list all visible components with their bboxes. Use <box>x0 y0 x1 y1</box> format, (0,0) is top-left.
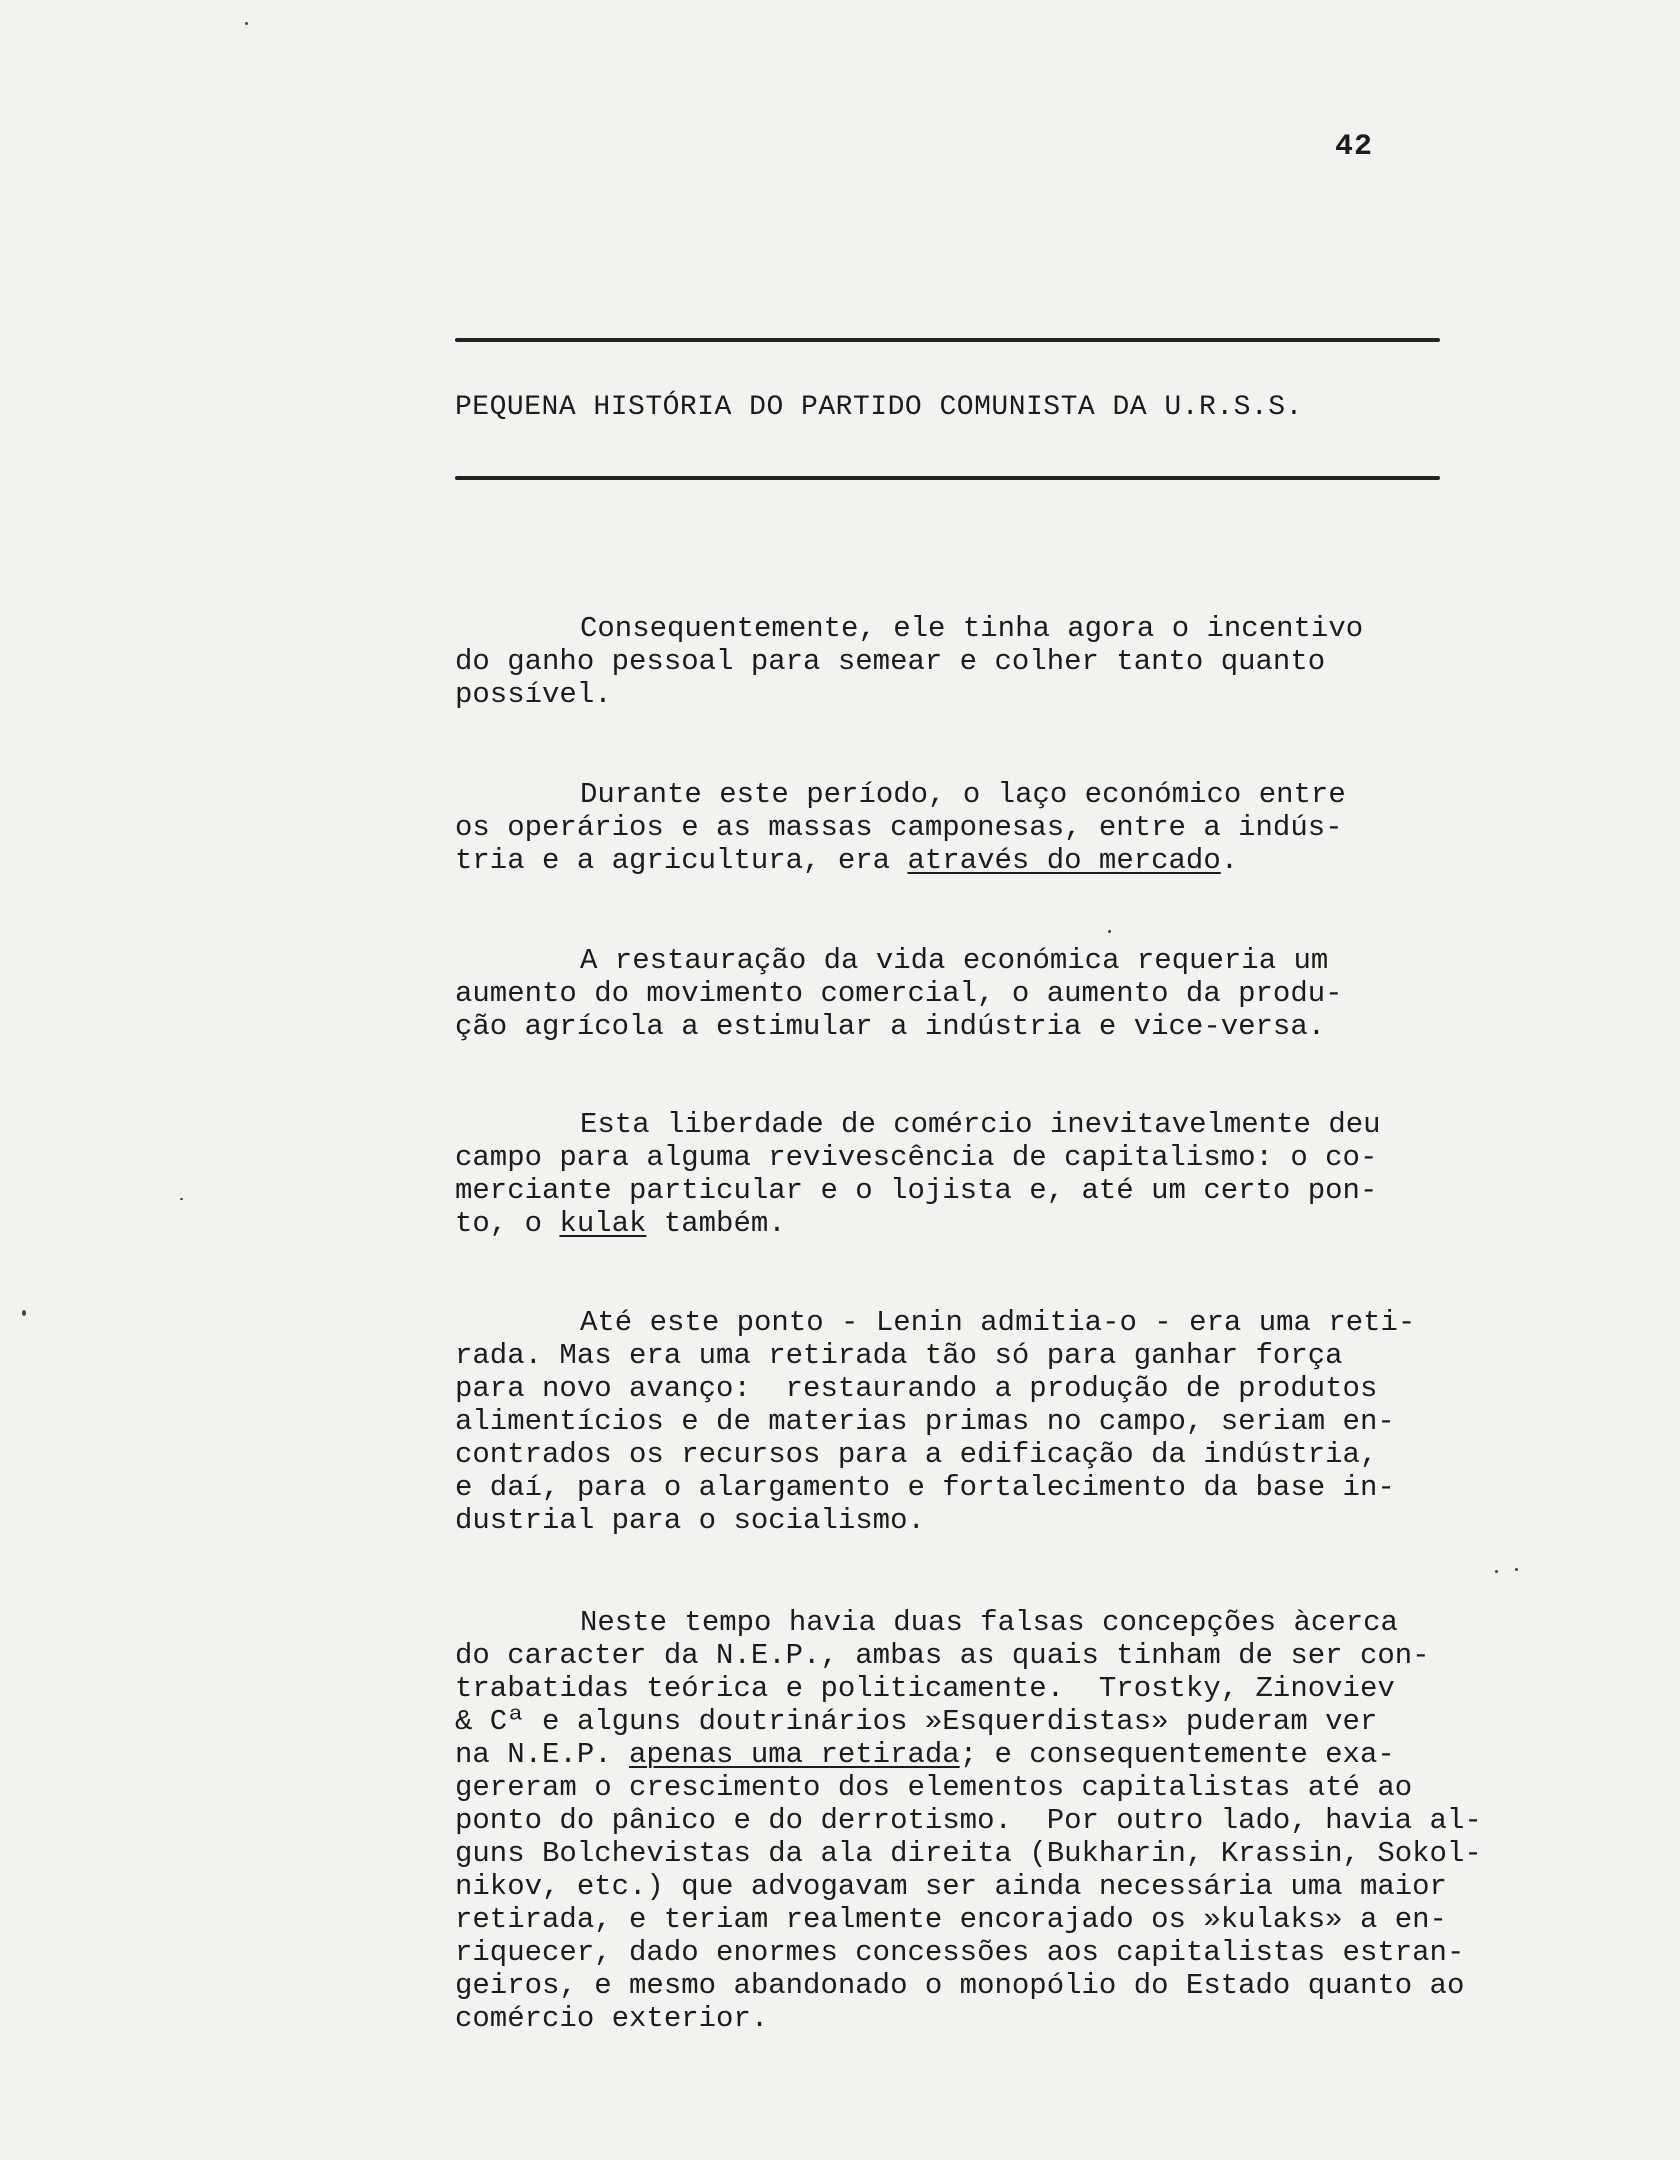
paragraph-line: merciante particular e o lojista e, até um certo pon- <box>455 1174 1378 1207</box>
line-text: também. <box>646 1207 786 1240</box>
paragraph-line <box>455 844 1615 877</box>
paragraph-line: Até este ponto - Lenin admitia-o - era uma reti- <box>580 1306 1416 1339</box>
paragraph-line: Neste tempo havia duas falsas concepções àcerca <box>580 1606 1398 1639</box>
paragraph-line: ponto do pânico e do derrotismo. Por outro lado, havia al- <box>455 1804 1482 1837</box>
paragraph-line: para novo avanço: restaurando a produção de produtos <box>455 1372 1378 1405</box>
header-rule-bottom <box>455 476 1440 480</box>
scan-speck <box>180 1198 183 1200</box>
paragraph-line: nikov, etc.) que advogavam ser ainda necessária uma maior <box>455 1870 1447 1903</box>
paragraph-line: e daí, para o alargamento e fortalecimento da base in- <box>455 1471 1395 1504</box>
scan-speck <box>1495 1570 1498 1573</box>
paragraph-line: riquecer, dado enormes concessões aos capitalistas estran- <box>455 1936 1465 1969</box>
paragraph-line: do caracter da N.E.P., ambas as quais tinham de ser con- <box>455 1639 1430 1672</box>
scan-speck <box>1108 930 1111 933</box>
paragraph-line: A restauração da vida económica requeria um <box>580 944 1329 977</box>
paragraph-line: & Cª e alguns doutrinários »Esquerdistas» puderam ver <box>455 1705 1378 1738</box>
paragraph-line: Consequentemente, ele tinha agora o incentivo <box>580 612 1364 645</box>
paragraph-4 <box>455 1108 1615 1240</box>
paragraph-line: campo para alguma revivescência de capitalismo: o co- <box>455 1141 1378 1174</box>
paragraph-line <box>455 1738 1615 1771</box>
page-number: 42 <box>1335 130 1374 164</box>
header-rule-top <box>455 338 1440 342</box>
paragraph-line: Esta liberdade de comércio inevitavelmente deu <box>580 1108 1381 1141</box>
header-title: PEQUENA HISTÓRIA DO PARTIDO COMUNISTA DA U.R.S.S. <box>455 392 1303 423</box>
paragraph-line: rada. Mas era uma retirada tão só para ganhar força <box>455 1339 1343 1372</box>
underlined-phrase: kulak <box>559 1207 647 1240</box>
paragraph-line: guns Bolchevistas da ala direita (Bukharin, Krassin, Sokol- <box>455 1837 1482 1870</box>
paragraph-line: comércio exterior. <box>455 2002 769 2035</box>
paragraph-6 <box>455 1606 1615 2035</box>
paragraph-1 <box>455 612 1615 711</box>
paragraph-5 <box>455 1306 1615 1537</box>
paragraph-line: do ganho pessoal para semear e colher tanto quanto <box>455 645 1326 678</box>
paragraph-3 <box>455 944 1615 1043</box>
paragraph-line: os operários e as massas camponesas, entre a indús- <box>455 811 1343 844</box>
line-text: tria e a agricultura, era <box>455 844 908 877</box>
scan-speck <box>1515 1568 1518 1571</box>
line-text: to, o <box>455 1207 560 1240</box>
paragraph-line: contrados os recursos para a edificação da indústria, <box>455 1438 1378 1471</box>
paragraph-line: aumento do movimento comercial, o aumento da produ- <box>455 977 1343 1010</box>
paragraph-line: Durante este período, o laço económico entre <box>580 778 1346 811</box>
paragraph-line: gereram o crescimento dos elementos capitalistas até ao <box>455 1771 1413 1804</box>
paragraph-line <box>455 1207 1615 1240</box>
paragraph-line: possível. <box>455 678 612 711</box>
scan-speck <box>245 22 248 25</box>
paragraph-line: trabatidas teórica e politicamente. Trostky, Zinoviev <box>455 1672 1395 1705</box>
underlined-phrase: através do mercado <box>907 844 1221 877</box>
line-text: na N.E.P. <box>455 1738 630 1771</box>
paragraph-line: dustrial para o socialismo. <box>455 1504 925 1537</box>
paragraph-line: ção agrícola a estimular a indústria e vice-versa. <box>455 1010 1326 1043</box>
paragraph-line: alimentícios e de materias primas no campo, seriam en- <box>455 1405 1395 1438</box>
paragraph-line: geiros, e mesmo abandonado o monopólio do Estado quanto ao <box>455 1969 1465 2002</box>
line-text: ; e consequentemente exa- <box>959 1738 1395 1771</box>
underlined-phrase: apenas uma retirada <box>629 1738 960 1771</box>
paragraph-line: retirada, e teriam realmente encorajado os »kulaks» a en- <box>455 1903 1447 1936</box>
line-text: . <box>1220 844 1239 877</box>
scan-speck <box>22 1310 26 1316</box>
paragraph-2 <box>455 778 1615 877</box>
